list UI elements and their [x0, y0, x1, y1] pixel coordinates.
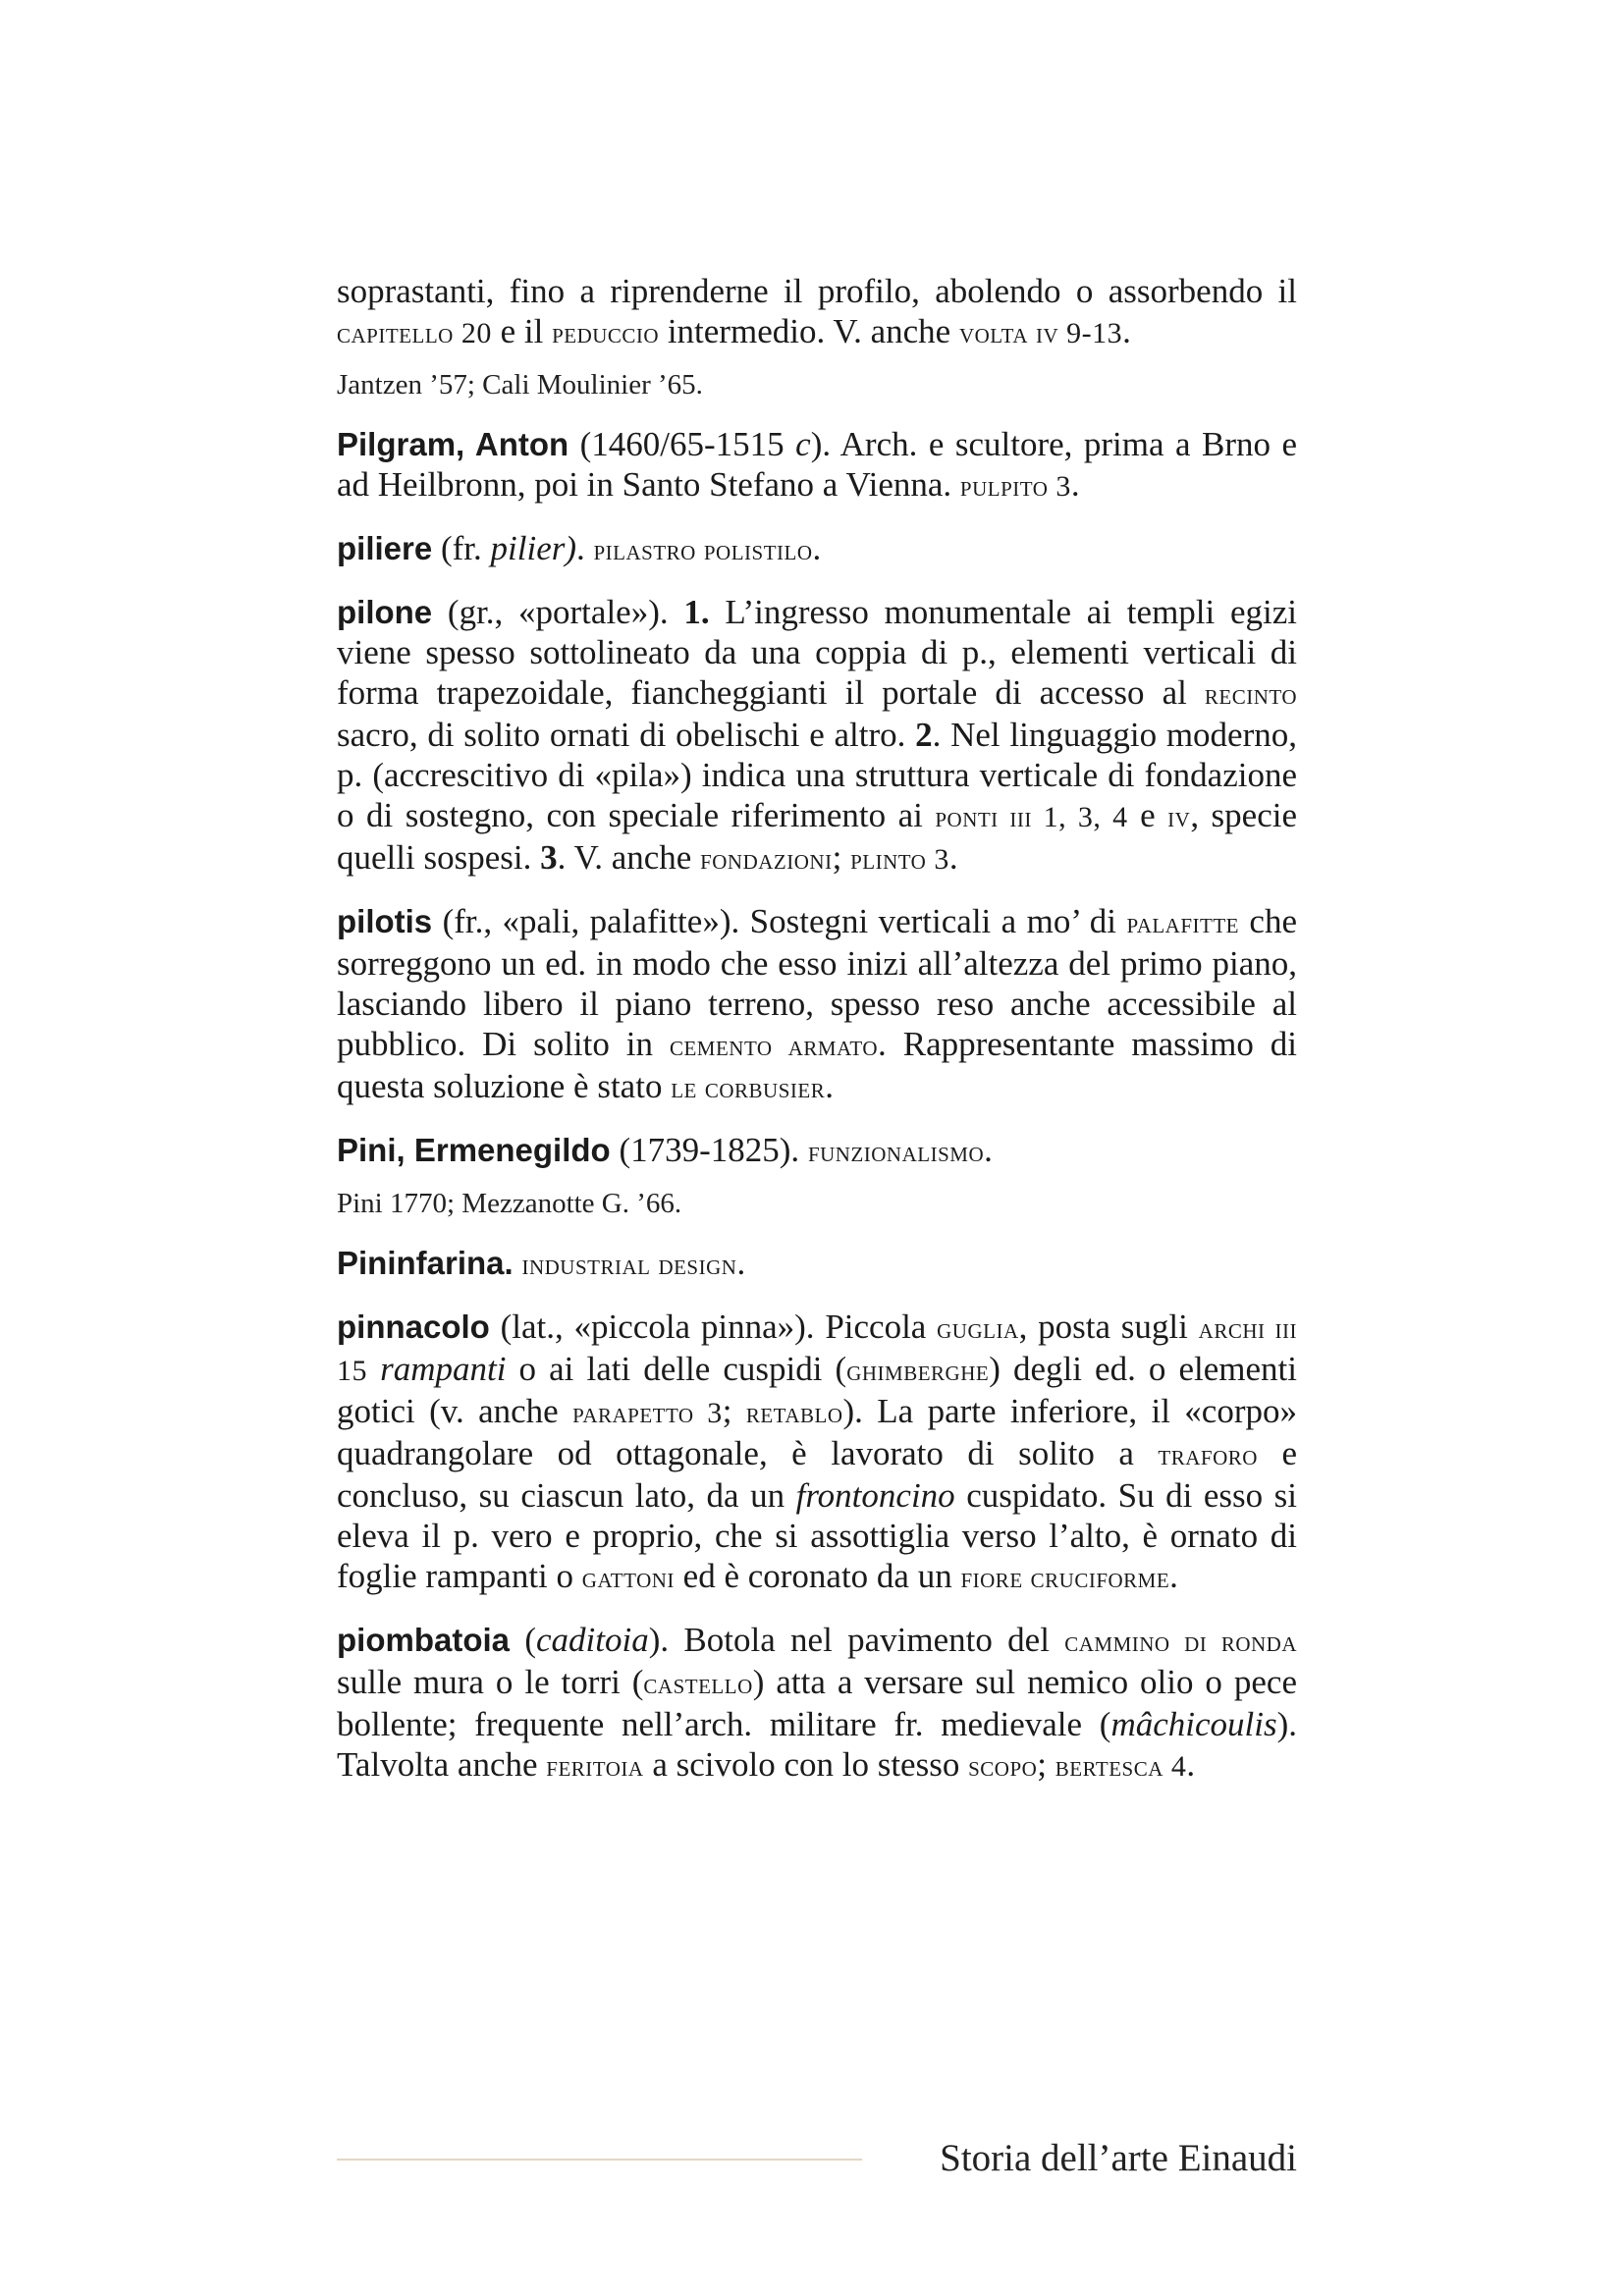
cross-reference: recinto — [1204, 678, 1297, 711]
entry-text: . — [1070, 465, 1080, 504]
entry-continuation — [337, 271, 1297, 353]
sense-number: 1. — [683, 593, 710, 631]
entry-text: . — [1186, 1745, 1196, 1784]
italic-term: caditoia — [535, 1621, 649, 1659]
entry-text: ) atta a versare sul nemico olio o pece bollente; frequente nell’arch. militare fr. medievale ( — [337, 1663, 1297, 1743]
entry-pininfarina — [337, 1243, 1297, 1285]
headword: pinnacolo — [337, 1308, 490, 1345]
cross-reference: fiore cruciforme — [960, 1562, 1170, 1594]
entry-pilgram — [337, 424, 1297, 507]
entry-text: . Nel linguaggio moderno, p. (accrescitivo di «pila») indica una struttura verticale di fondazione o di sostegno, con speciale riferimento ai — [337, 716, 1297, 834]
entry-text: cuspidato. Su di esso si eleva il p. vero e proprio, che si assottiglia verso l’alto, è ornato di foglie rampanti o — [337, 1476, 1297, 1595]
entry-text: e il — [491, 312, 553, 350]
cross-reference: plinto 3 — [850, 843, 949, 876]
cross-reference: parapetto 3 — [572, 1397, 723, 1429]
cross-reference: peduccio — [552, 317, 660, 349]
italic-term: mâchicoulis — [1110, 1705, 1277, 1743]
cross-reference: feritoia — [546, 1750, 644, 1783]
cross-reference: castello — [643, 1668, 753, 1700]
entry-text: ed è coronato da un — [674, 1557, 961, 1595]
entry-text: . — [1122, 312, 1131, 350]
cross-reference: pulpito 3 — [959, 470, 1071, 503]
entry-text: . Rappresentante massimo di questa soluzione è stato — [337, 1025, 1297, 1105]
cross-reference: volta iv 9-13 — [958, 317, 1123, 349]
entry-text: (fr., «pali, palafitte»). Sostegni verticali a mo’ di — [432, 902, 1127, 940]
dictionary-text — [337, 271, 1297, 1808]
cross-reference: funzionalismo — [807, 1136, 985, 1168]
cross-reference: iv — [1167, 801, 1191, 833]
headword: piliere — [337, 530, 433, 566]
entry-text: (1739-1825). — [610, 1131, 808, 1169]
cross-reference: guglia — [937, 1312, 1019, 1345]
italic-term: rampanti — [380, 1350, 507, 1388]
italic-term: frontoncino — [795, 1476, 955, 1515]
cross-reference: retablo — [745, 1397, 843, 1429]
entry-pini — [337, 1130, 1297, 1172]
entry-piombatoia — [337, 1620, 1297, 1787]
entry-pinnacolo — [337, 1307, 1297, 1598]
entry-text: . — [1169, 1557, 1178, 1595]
bibliography-continuation: Jantzen ’57; Cali Moulinier ’65. — [337, 369, 703, 400]
entry-text: intermedio. V. anche — [659, 312, 959, 350]
cross-reference: bertesca 4 — [1055, 1750, 1187, 1783]
cross-reference: palafitte — [1126, 907, 1240, 939]
cross-reference: ponti iii 1, 3, 4 — [935, 801, 1128, 833]
entry-text: soprastanti, fino a riprenderne il profilo, abolendo o assorbendo il — [337, 272, 1297, 310]
entry-text: o ai lati delle cuspidi ( — [506, 1350, 847, 1388]
entry-text: , specie quelli sospesi. — [337, 796, 1298, 877]
entry-text: . V. anche — [557, 838, 701, 877]
entry-text: . — [825, 1067, 834, 1105]
headword: Pini, Ermenegildo — [337, 1132, 611, 1168]
cross-reference: cammino di ronda — [1064, 1626, 1297, 1658]
entry-text: ). Botola nel pavimento del — [648, 1621, 1065, 1659]
cross-reference: gattoni — [581, 1562, 675, 1594]
cross-reference: ghimberghe — [846, 1355, 990, 1387]
entry-text: e concluso, su ciascun lato, da un — [337, 1434, 1297, 1515]
cross-reference: industrial design — [521, 1249, 737, 1281]
entry-text: ) degli ed. o elementi gotici (v. anche — [337, 1350, 1297, 1430]
sense-number: 2 — [915, 716, 933, 754]
cross-reference: capitello 20 — [337, 317, 492, 349]
entry-piliere — [337, 528, 1297, 570]
cross-reference: pilastro polistilo — [593, 534, 813, 566]
entry-text: . — [736, 1244, 746, 1282]
entry-text: . — [984, 1131, 993, 1169]
entry-text: . — [812, 529, 822, 567]
entry-text: . — [576, 529, 594, 567]
entry-text: . — [948, 838, 958, 877]
italic-term: pilier) — [490, 529, 576, 567]
entry-text: (1460/65-1515 — [568, 425, 796, 463]
entry-text — [367, 1350, 380, 1388]
footer-rule — [337, 2159, 862, 2161]
entry-text: L’ingresso monumentale ai templi egizi viene spesso sottolineato da una coppia di p., elementi verticali di forma trapezoidale, fiancheggianti il portale di accesso al — [337, 593, 1297, 712]
bibliography-pini: Pini 1770; Mezzanotte G. ’66. — [337, 1188, 682, 1219]
entry-text: ). Talvolta anche — [337, 1705, 1297, 1784]
entry-text: ; — [722, 1392, 746, 1430]
entry-text: ). Arch. e scultore, prima a Brno e ad Heilbronn, poi in Santo Stefano a Vienna. — [337, 425, 1297, 504]
entry-text: ; — [1037, 1745, 1055, 1784]
entry-text: sacro, di solito ornati di obelischi e altro. — [337, 716, 916, 754]
cross-reference: archi iii 15 — [337, 1312, 1298, 1387]
sense-number: 3 — [540, 838, 558, 877]
entry-text: ). La parte inferiore, il «corpo» quadrangolare od ottagonale, è lavorato di solito a — [337, 1392, 1297, 1472]
entry-text: (fr. — [432, 529, 491, 567]
entry-text: , posta sugli — [1018, 1308, 1199, 1346]
entry-text: ; — [832, 838, 851, 877]
entry-text: sulle mura o le torri ( — [337, 1663, 644, 1701]
headword: pilotis — [337, 903, 433, 939]
headword: pilone — [337, 594, 433, 630]
cross-reference: cemento armato — [669, 1030, 879, 1062]
cross-reference: le corbusier — [671, 1072, 826, 1104]
italic-term: c — [795, 425, 811, 463]
entry-text: che sorreggono un ed. in modo che esso inizi all’altezza del primo piano, lasciando libero il piano terreno, spesso reso anche accessibile al pubblico. Di solito in — [337, 902, 1297, 1063]
entry-text: (gr., «portale»). — [432, 593, 684, 631]
headword: Pilgram, Anton — [337, 426, 569, 462]
cross-reference: fondazioni — [700, 843, 833, 876]
entry-text: ( — [510, 1621, 536, 1659]
headword: piombatoia — [337, 1622, 511, 1658]
entry-pilotis — [337, 901, 1297, 1108]
entry-text: e — [1127, 796, 1168, 834]
entry-text: (lat., «piccola pinna»). Piccola — [489, 1308, 938, 1346]
entry-pilone — [337, 592, 1297, 880]
footer-title: Storia dell’arte Einaudi — [940, 2137, 1297, 2179]
cross-reference: traforo — [1158, 1439, 1258, 1471]
page-footer — [337, 2136, 1297, 2185]
cross-reference: scopo — [968, 1750, 1038, 1783]
headword: Pininfarina. — [337, 1245, 514, 1281]
entry-text: a scivolo con lo stesso — [643, 1745, 969, 1784]
